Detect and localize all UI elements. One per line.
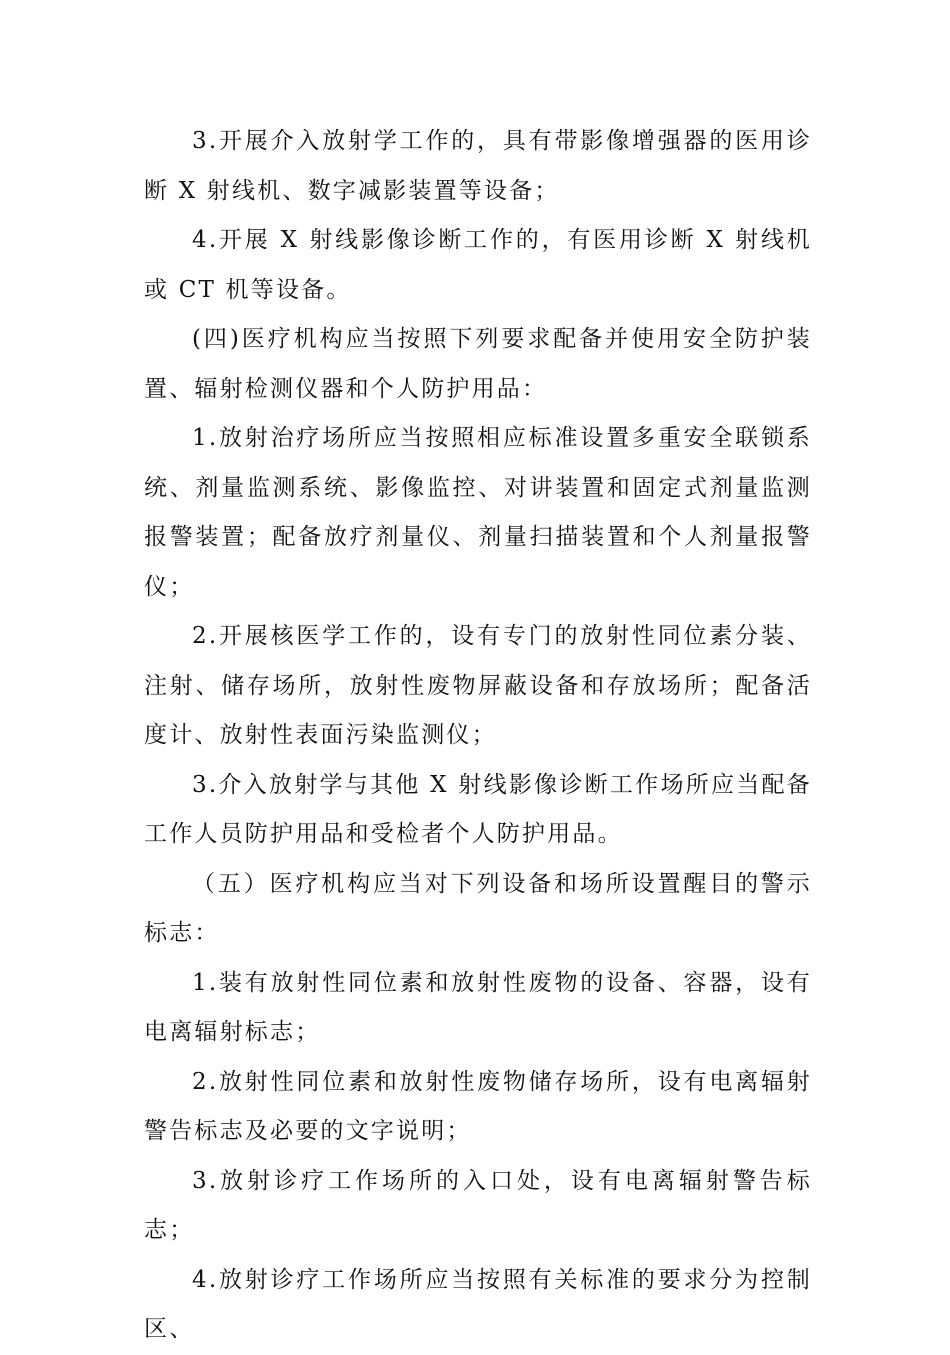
paragraph-item-1-radiotherapy: 1.放射治疗场所应当按照相应标准设置多重安全联锁系统、剂量监测系统、影像监控、对讲装置和固定式剂量监测报警装置；配备放疗剂量仪、剂量扫描装置和个人剂量报警仪； — [144, 425, 812, 600]
document-body — [144, 117, 812, 1355]
section-heading-4: (四)医疗机构应当按照下列要求配备并使用安全防护装置、辐射检测仪器和个人防护用品： — [144, 326, 812, 402]
paragraph-item-2-nuclear-medicine: 2.开展核医学工作的，设有专门的放射性同位素分装、注射、储存场所，放射性废物屏蔽设备和存放场所；配备活度计、放射性表面污染监测仪； — [144, 623, 812, 748]
paragraph-item-3-interventional: 3.开展介入放射学工作的，具有带影像增强器的医用诊断 X 射线机、数字减影装置等设备； — [144, 128, 812, 204]
paragraph-item-4-zoning: 4.放射诊疗工作场所应当按照有关标准的要求分为控制区、 — [144, 1266, 812, 1342]
paragraph-item-3-protective-equipment: 3.介入放射学与其他 X 射线影像诊断工作场所应当配备工作人员防护用品和受检者个人防护用品。 — [144, 771, 812, 847]
paragraph-item-2-storage-warning: 2.放射性同位素和放射性废物储存场所，设有电离辐射警告标志及必要的文字说明； — [144, 1068, 812, 1144]
paragraph-item-1-radiation-sign: 1.装有放射性同位素和放射性废物的设备、容器，设有电离辐射标志； — [144, 969, 812, 1045]
paragraph-item-3-entrance-warning: 3.放射诊疗工作场所的入口处，设有电离辐射警告标志； — [144, 1167, 812, 1243]
paragraph-item-4-xray-diagnosis: 4.开展 X 射线影像诊断工作的，有医用诊断 X 射线机或 CT 机等设备。 — [144, 227, 812, 303]
section-heading-5: （五）医疗机构应当对下列设备和场所设置醒目的警示标志： — [144, 870, 812, 946]
